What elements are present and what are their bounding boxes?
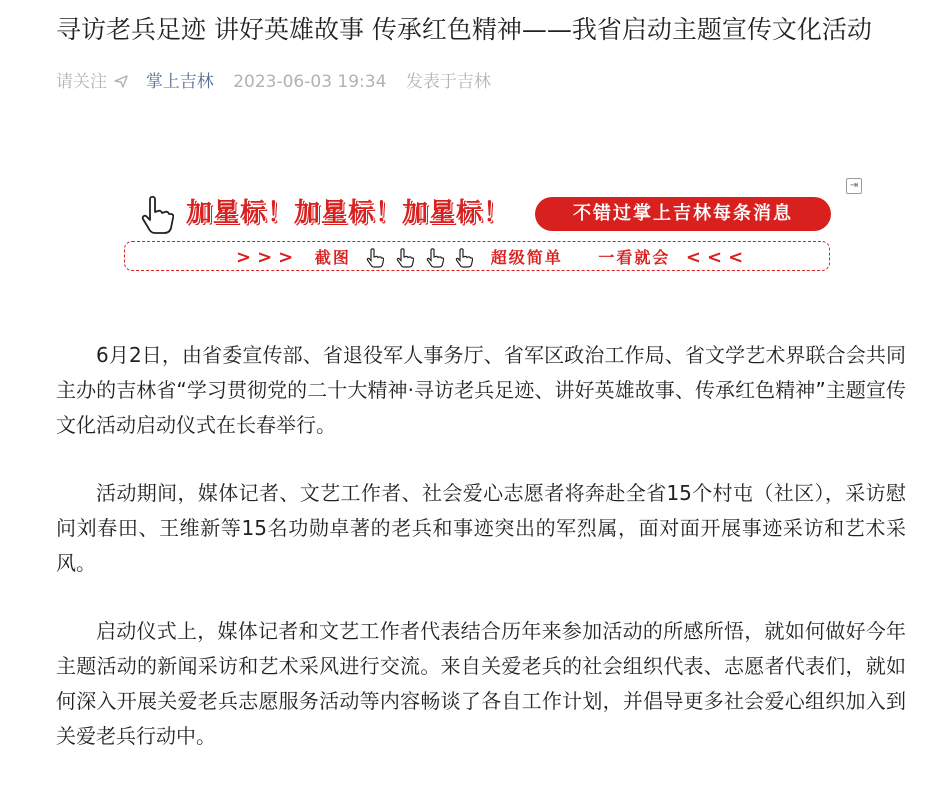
paper-plane-icon xyxy=(114,70,128,94)
super-simple-label: 超级简单 xyxy=(490,248,563,267)
dont-miss-pill: 不错过掌上吉林每条消息 xyxy=(535,197,831,231)
exit-icon[interactable]: ⇥ xyxy=(846,178,862,194)
chevron-right-icon: >>> xyxy=(236,247,300,268)
glance-label: 一看就会 xyxy=(598,248,671,267)
paragraph: 启动仪式上，媒体记者和文艺工作者代表结合历年来参加活动的所感所悟，就如何做好今年主题活动的新闻采访和艺术采风进行交流。来自关爱老兵的社会组织代表、志愿者代表们，就如何深入开展关爱老兵志愿服务活动等内容畅谈了各自工作计划，并倡导更多社会爱心组织加入到关爱老兵行动中。 xyxy=(56,619,906,748)
follow-label[interactable]: 请关注 xyxy=(56,72,107,92)
publish-time: 2023-06-03 19:34 xyxy=(233,72,387,92)
pointing-hand-icon xyxy=(140,195,174,235)
publish-location: 发表于吉林 xyxy=(405,72,491,92)
paragraph: 6月2日，由省委宣传部、省退役军人事务厅、省军区政治工作局、省文学艺术界联合会共同主办的吉林省“学习贯彻党的二十大精神·寻访老兵足迹、讲好英雄故事、传承红色精神”主题宣传文化活动启动仪式在长春举行。 xyxy=(56,343,906,437)
screenshot-label: 截图 xyxy=(314,248,351,267)
hand-icon xyxy=(366,248,384,268)
chevron-left-icon: <<< xyxy=(685,247,750,268)
add-star-text: 加星标！加星标！加星标！ xyxy=(186,198,511,228)
instruction-row xyxy=(236,245,749,271)
article-title: 寻访老兵足迹 讲好英雄故事 传承红色精神——我省启动主题宣传文化活动 xyxy=(56,15,872,44)
hand-icon xyxy=(396,248,414,268)
account-name-link[interactable]: 掌上吉林 xyxy=(145,72,214,92)
add-star-banner xyxy=(124,175,864,277)
paragraph: 活动期间，媒体记者、文艺工作者、社会爱心志愿者将奔赴全省15个村屯（社区），采访慰问刘春田、王维新等15名功勋卓著的老兵和事迹突出的军烈属，面对面开展事迹采访和艺术采风。 xyxy=(56,481,906,575)
hand-icon xyxy=(426,248,444,268)
article-header xyxy=(56,0,906,94)
hand-icon xyxy=(455,248,473,268)
article-meta xyxy=(56,70,906,94)
article-body xyxy=(56,338,906,787)
